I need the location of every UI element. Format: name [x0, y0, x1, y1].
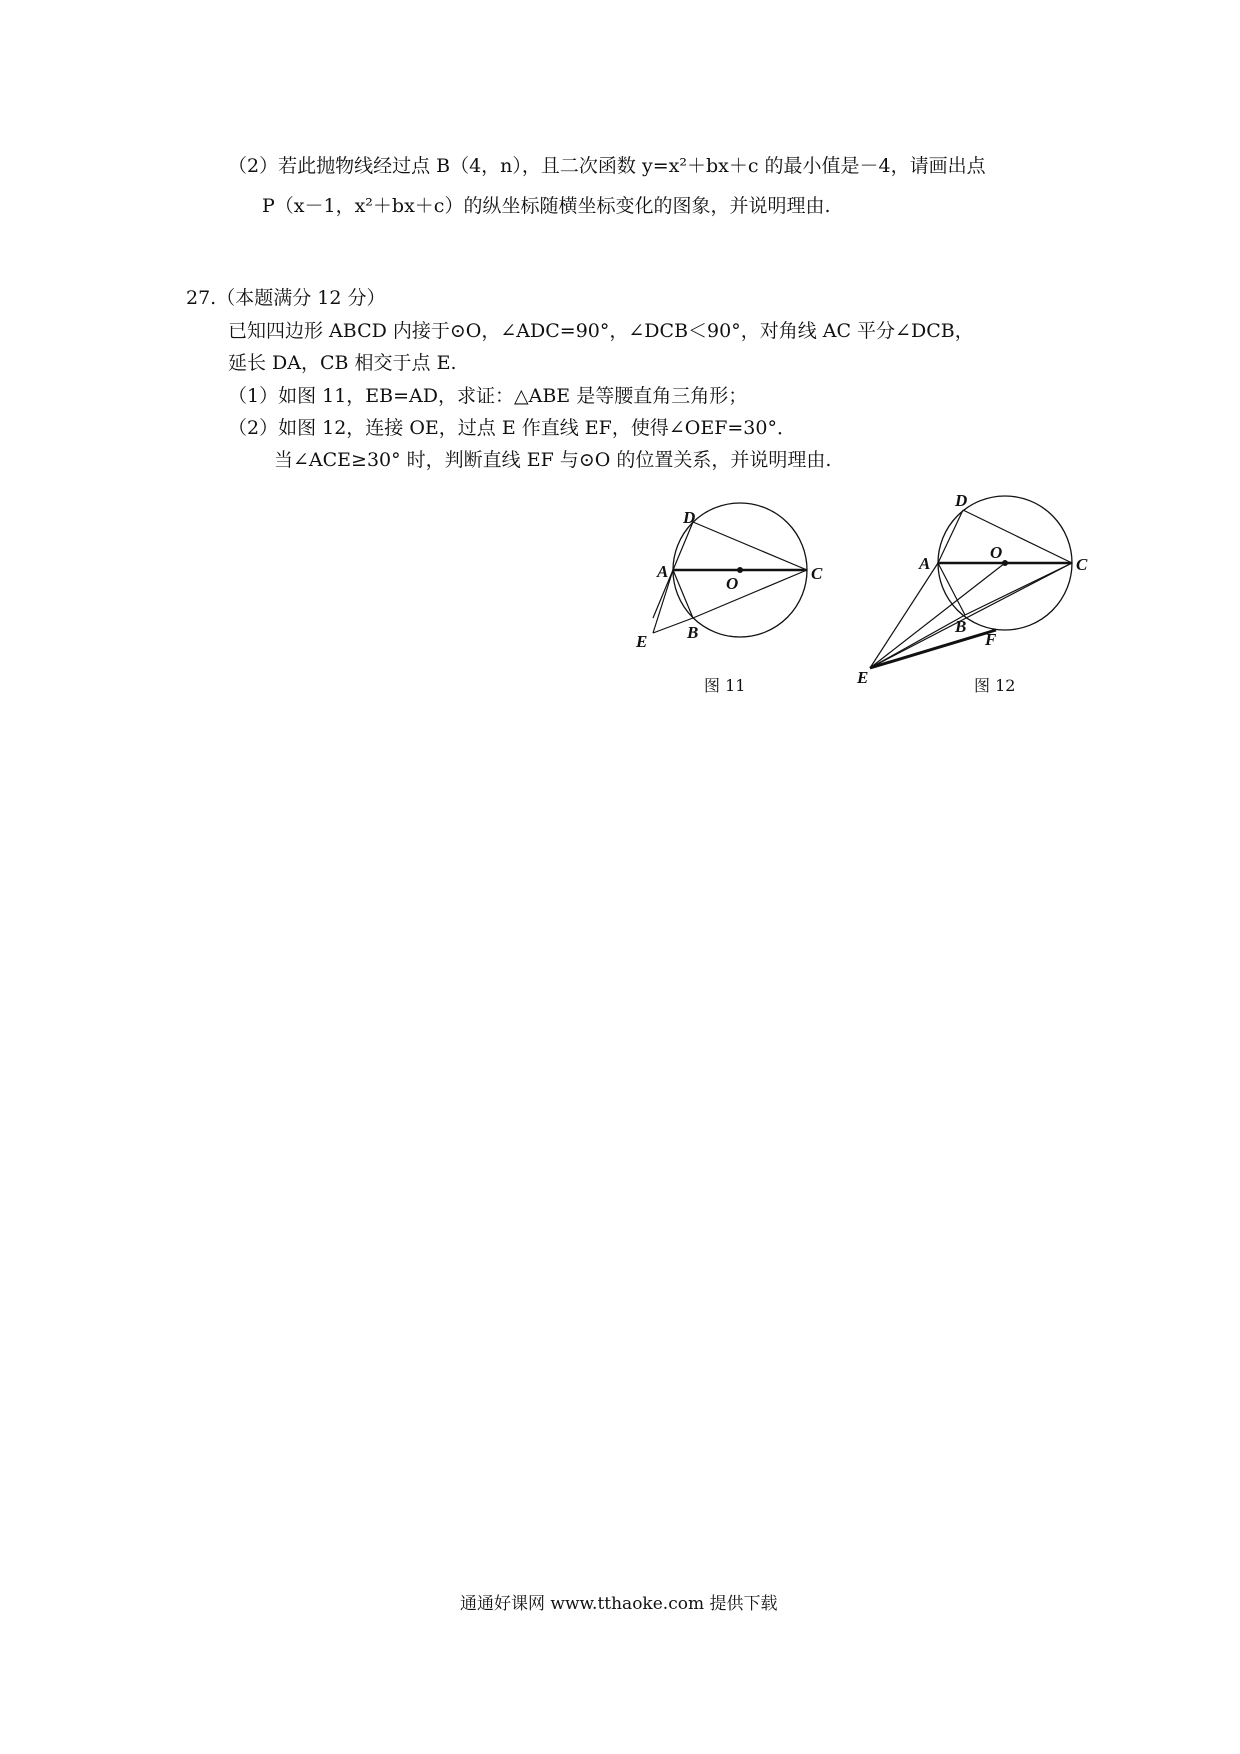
figure-11	[620, 495, 850, 669]
fig11-chord-ab	[673, 570, 693, 618]
fig11-chord-da	[673, 522, 693, 570]
fig12-label-e: E	[857, 668, 869, 687]
q27-part2-continued: 当∠ACE≥30° 时，判断直线 EF 与⊙O 的位置关系，并说明理由.	[274, 449, 832, 471]
figure-11-caption: 图 11	[704, 676, 746, 695]
fig12-segment-ae	[870, 563, 938, 668]
figure-12	[855, 485, 1100, 694]
fig11-label-o: O	[726, 574, 739, 593]
figure-12-caption: 图 12	[974, 676, 1016, 695]
fig11-center-point	[737, 567, 743, 573]
fig11-chord-cb	[693, 570, 807, 618]
fig11-label-d: D	[683, 508, 696, 527]
q27-stem-line2: 延长 DA，CB 相交于点 E.	[228, 352, 457, 374]
fig12-center-point	[1002, 560, 1008, 566]
fig12-segment-ce	[870, 563, 1072, 668]
fig12-label-b: B	[955, 617, 967, 636]
q27-heading: 27.（本题满分 12 分）	[186, 287, 386, 309]
page-footer: 通通好课网 www.tthaoke.com 提供下载	[460, 1594, 778, 1614]
q26-part2-line2: P（x－1，x²＋bx＋c）的纵坐标随横坐标变化的图象，并说明理由.	[262, 195, 831, 217]
fig12-label-d: D	[955, 491, 968, 510]
fig12-label-f: F	[985, 630, 997, 649]
fig11-label-a: A	[657, 562, 669, 581]
fig12-segment-oe	[870, 563, 1005, 668]
figure-12-diagram	[855, 485, 1100, 690]
fig12-chord-dc	[963, 510, 1072, 563]
fig11-label-b: B	[687, 623, 699, 642]
fig12-chord-da	[938, 510, 963, 563]
q27-stem-line1: 已知四边形 ABCD 内接于⊙O，∠ADC=90°，∠DCB＜90°，对角线 AC 平分∠DCB，	[228, 320, 974, 342]
fig12-label-o: O	[990, 543, 1003, 562]
fig12-label-c: C	[1076, 555, 1088, 574]
fig11-label-e: E	[636, 632, 648, 651]
fig11-label-c: C	[811, 564, 823, 583]
q27-part2: （2）如图 12，连接 OE，过点 E 作直线 EF，使得∠OEF=30°．	[228, 417, 796, 439]
q26-part2-line1: （2）若此抛物线经过点 B（4，n），且二次函数 y=x²＋bx＋c 的最小值是－4，请画出点	[228, 155, 986, 177]
fig12-chord-ab	[938, 563, 965, 615]
fig11-chord-dc	[693, 522, 807, 570]
fig12-label-a: A	[919, 554, 931, 573]
figure-11-diagram	[620, 495, 850, 665]
q27-part1: （1）如图 11，EB=AD，求证：△ABE 是等腰直角三角形；	[228, 385, 748, 407]
